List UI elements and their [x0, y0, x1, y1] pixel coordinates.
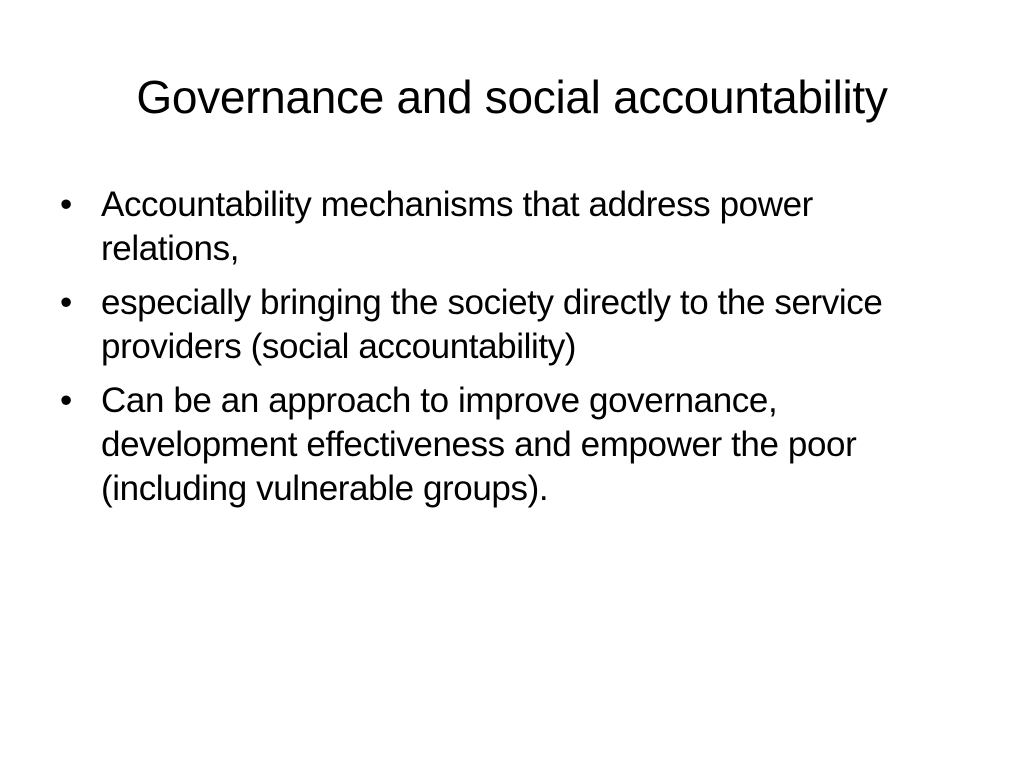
- bullet-item: [60, 183, 960, 271]
- slide-title: Governance and social accountability: [136, 71, 888, 123]
- bullet-dot-icon: •: [60, 185, 72, 224]
- bullet-list: [60, 183, 960, 521]
- bullet-dot-icon: •: [60, 283, 72, 322]
- bullet-text: Accountability mechanisms that address power relations,: [101, 185, 813, 268]
- bullet-dot-icon: •: [60, 381, 72, 420]
- bullet-text: especially bringing the society directly to the service providers (social accountability): [101, 283, 883, 366]
- bullet-item: [60, 281, 960, 369]
- bullet-text: Can be an approach to improve governance, development effectiveness and empower the poor (including vulnerable groups).: [101, 381, 857, 508]
- bullet-item: [60, 379, 960, 511]
